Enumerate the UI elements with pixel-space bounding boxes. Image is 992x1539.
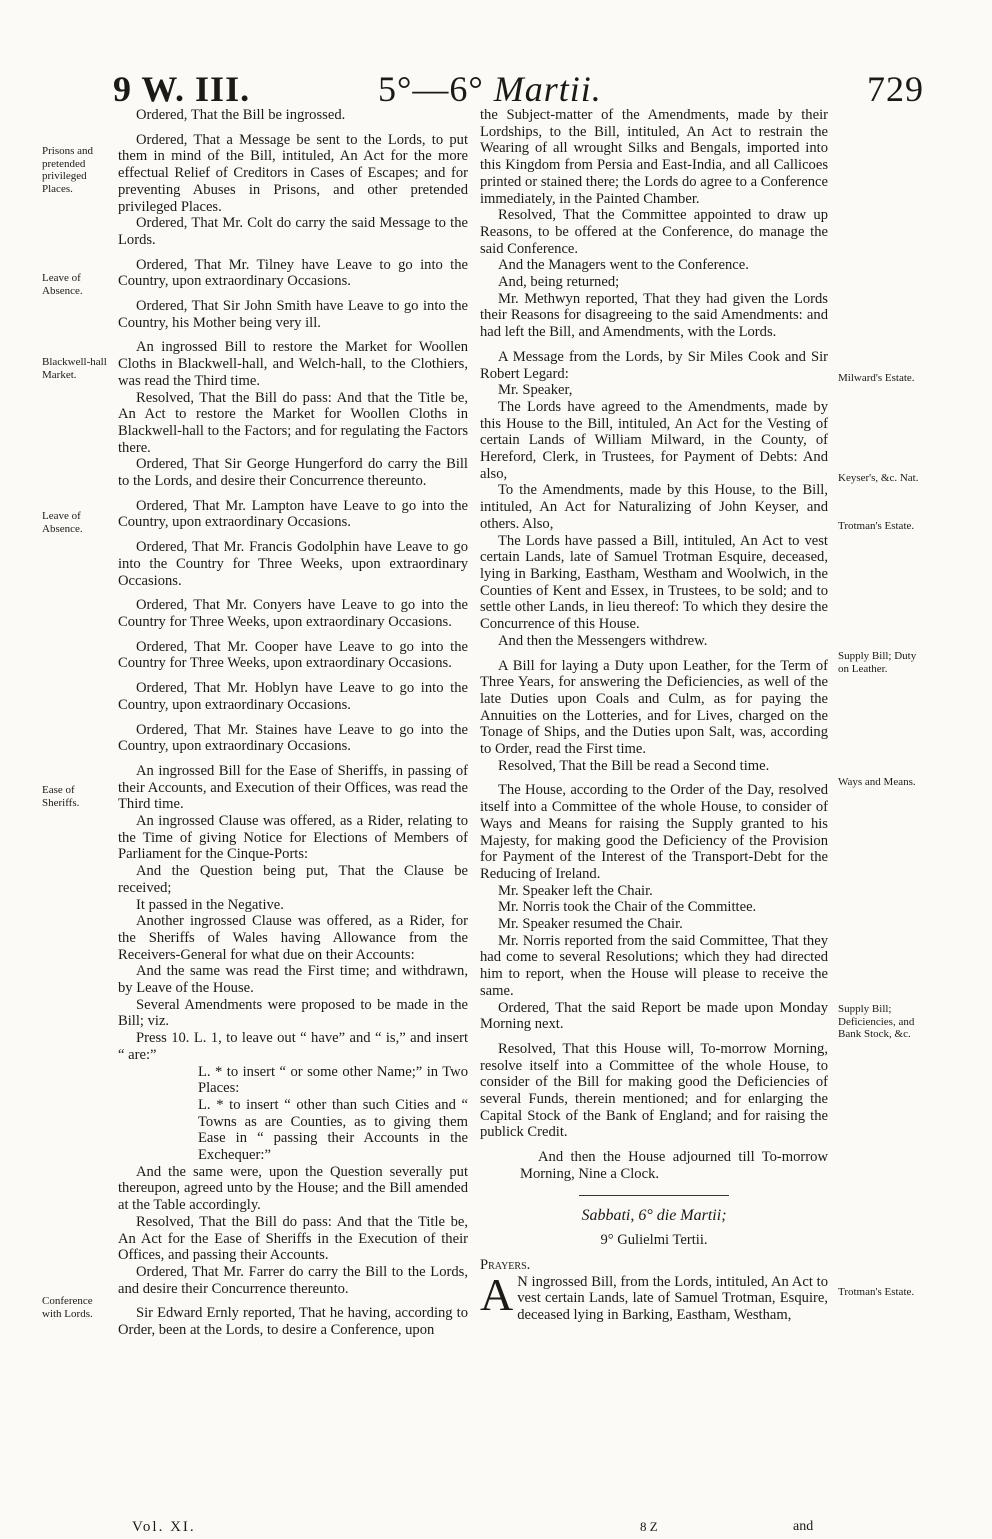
margin-note: Blackwell-hall Market. — [42, 356, 107, 381]
volume-label: Vol. XI. — [132, 1519, 196, 1535]
paragraph: Ordered, That Mr. Conyers have Leave to go into the Country for Three Weeks, upon extraordinary Occasions. — [118, 597, 468, 630]
paragraph: Ordered, That Mr. Lampton have Leave to go into the Country, upon extraordinary Occasions. — [118, 497, 468, 531]
paragraph: And the same were, upon the Question severally put thereupon, agreed unto by the House; and the Bill amended at the Table accordingly. — [118, 1163, 468, 1214]
margin-note: Trotman's Estate. — [838, 520, 915, 532]
paragraph: Ordered, That the said Report be made upon Monday Morning next. — [480, 999, 828, 1033]
paragraph: Resolved, That this House will, To-morrow Morning, resolve itself into a Committee of the whole House, to consider of the Bill for making good the Deficiencies of several Funds, therein mentioned; and for enlarging the Capital Stock of the Bank of England; and for raising the publick Credit. — [480, 1040, 828, 1141]
margin-note: Supply Bill; Deficiencies, and Bank Stock, &c. — [838, 1003, 915, 1040]
paragraph: Mr. Norris reported from the said Committee, That they had come to several Resolutions; which they had directed him to report, when the House will please to receive the same. — [480, 932, 828, 999]
running-date — [378, 68, 602, 110]
running-date-days: 5°—6° — [378, 69, 484, 109]
margin-note: Leave of Absence. — [42, 510, 83, 535]
paragraph: Ordered, That Sir John Smith have Leave to go into the Country, his Mother being very ill. — [118, 298, 468, 331]
paragraph: Mr. Methwyn reported, That they had given the Lords their Reasons for disagreeing to the said Amendments: and had left the Bill, and Amendments, with the Lords. — [480, 290, 828, 341]
paragraph: Ordered, That Mr. Cooper have Leave to go into the Country for Three Weeks, upon extraordinary Occasions. — [118, 638, 468, 672]
paragraph: And then the Messengers withdrew. — [498, 632, 708, 649]
paragraph: Mr. Speaker left the Chair. — [498, 882, 653, 899]
paragraph: L. * to insert “ other than such Cities and “ Towns as are Counties, as to giving them Ease in “ passing their Accounts in the Exchequer:” — [198, 1096, 468, 1164]
paragraph: Ordered, That the Bill be ingrossed. — [136, 107, 346, 123]
column-left — [118, 107, 468, 1339]
paragraph: The Lords have agreed to the Amendments, made by this House to the Bill, intituled, An Act for the Vesting of certain Lands of William Milward, in the County, of Hereford, Clerk, in Trustees, for Payment of Debts: And also, — [480, 398, 828, 482]
prayers-heading: Prayers. — [480, 1257, 531, 1273]
paragraph: Mr. Norris took the Chair of the Committee. — [498, 899, 757, 916]
paragraph: Resolved, That the Bill do pass: And that the Title be, An Act to restore the Market for Woollen Cloths in Blackwell-hall to the Factors; and for regulating the Factors there. — [118, 389, 468, 456]
paragraph: The Lords have passed a Bill, intituled, An Act to vest certain Lands, late of Samuel Trotman Esquire, deceased, lying in Barking, Eastham, Westham and Woolwich, in the Counties of Kent and Essex, in Trustees, to be sold; and to settle other Lands, in lieu thereof: To which they desire the Concurrence of this House. — [480, 532, 828, 633]
paragraph: Ordered, That Sir George Hungerford do carry the Bill to the Lords, and desire their Concurrence thereunto. — [118, 456, 468, 490]
page-number: 729 — [867, 69, 924, 109]
paragraph: A Message from the Lords, by Sir Miles Cook and Sir Robert Legard: — [480, 348, 828, 382]
paragraph: Resolved, That the Bill be read a Second time. — [498, 757, 770, 774]
adjournment: And then the House adjourned till To-morrow Morning, Nine a Clock. — [520, 1149, 828, 1182]
paragraph: Several Amendments were proposed to be made in the Bill; viz. — [118, 996, 468, 1030]
paragraph: An ingrossed Clause was offered, as a Rider, relating to the Time of giving Notice for Elections of Members of Parliament for the Cinque-Ports: — [118, 813, 468, 863]
paragraph: Another ingrossed Clause was offered, as a Rider, for the Sheriffs of Wales having Allowance from the Receivers-General for what due on their Accounts: — [118, 913, 468, 963]
paragraph — [480, 1268, 828, 1324]
paragraph: To the Amendments, made by this House, to the Bill, intituled, An Act for Naturalizing of John Keyser, and others. Also, — [480, 482, 828, 532]
paragraph: And the Question being put, That the Clause be received; — [118, 863, 468, 896]
margin-note: Keyser's, &c. Nat. — [838, 472, 919, 484]
margin-note: Conference with Lords. — [42, 1295, 93, 1320]
paragraph: Resolved, That the Bill do pass: And that the Title be, An Act for the Ease of Sheriffs in the Execution of their Offices, and passing their Accounts. — [118, 1213, 468, 1264]
regnal-year: 9 W. III. — [113, 69, 251, 109]
margin-note: Leave of Absence. — [42, 272, 83, 297]
margin-note: Prisons and pretended privileged Places. — [42, 145, 94, 195]
regnal-subheading: 9° Gulielmi Tertii. — [600, 1232, 708, 1249]
paragraph: Ordered, That Mr. Tilney have Leave to go into the Country, upon extraordinary Occasions. — [118, 256, 468, 290]
paragraph-text: N ingrossed Bill, from the Lords, intituled, An Act to vest certain Lands, late of Samuel Trotman, Esquire, deceased lying in Barking, Eastham, Westham, — [517, 1273, 828, 1324]
paragraph: Ordered, That Mr. Hoblyn have Leave to go into the Country, upon extraordinary Occasions. — [118, 680, 468, 713]
paragraph: And the Managers went to the Conference. — [498, 257, 749, 274]
paragraph: Ordered, That Mr. Farrer do carry the Bill to the Lords, and desire their Concurrence thereunto. — [118, 1264, 468, 1297]
paragraph: the Subject-matter of the Amendments, made by their Lordships, to the Bill, intituled, An Act to restrain the Wearing of all wrought Silks and Bengals, imported into this Kingdom from Persia and East-India, and all Callicoes printed or stained there; the Lords do agree to a Conference immediately, in the Painted Chamber. — [480, 107, 828, 207]
paragraph: Ordered, That Mr. Colt do carry the said Message to the Lords. — [118, 215, 468, 248]
signature-mark: 8 Z — [640, 1519, 658, 1534]
catchword: and — [793, 1519, 814, 1534]
day-heading: Sabbati, 6° die Martii; — [581, 1206, 727, 1224]
paragraph: Press 10. L. 1, to leave out “ have” and “ is,” and insert “ are:” — [118, 1030, 468, 1063]
paragraph: Ordered, That Mr. Francis Godolphin have Leave to go into the Country for Three Weeks, upon extraordinary Occasions. — [118, 539, 468, 589]
margin-note: Ease of Sheriffs. — [42, 784, 80, 809]
drop-cap: A — [480, 1268, 514, 1320]
margin-note: Trotman's Estate. — [838, 1286, 915, 1298]
paragraph: A Bill for laying a Duty upon Leather, for the Term of Three Years, for answering the Deficiencies, as well of the late Duties upon Coals and Culm, as for paying the Annuities on the Lotteries, and for Lives, charged on the Tonage of Ships, and the Duties upon Salt, was, according to Order, read the First time. — [480, 657, 828, 758]
paragraph: An ingrossed Bill for the Ease of Sheriffs, in passing of their Accounts, and Execution of their Offices, was read the Third time. — [118, 762, 468, 813]
paragraph: It passed in the Negative. — [136, 896, 284, 913]
paragraph: And the same was read the First time; and withdrawn, by Leave of the House. — [118, 963, 468, 997]
paragraph: And, being returned; — [498, 274, 620, 291]
margin-note: Milward's Estate. — [838, 372, 915, 384]
margin-note: Supply Bill; Duty on Leather. — [838, 650, 917, 675]
column-right — [480, 107, 828, 1324]
paragraph: Mr. Speaker, — [498, 382, 573, 399]
paragraph: The House, according to the Order of the Day, resolved itself into a Committee of the whole House, to consider of Ways and Means for raising the Supply granted to his Majesty, for making good the Deficiency of the Provision for Payment of the Interest of the Transport-Debt for the Reducing of Ireland. — [480, 782, 828, 882]
paragraph: Ordered, That Mr. Staines have Leave to go into the Country, upon extraordinary Occasions. — [118, 721, 468, 755]
section-rule — [579, 1195, 729, 1196]
paragraph: Mr. Speaker resumed the Chair. — [498, 916, 683, 933]
paragraph: Resolved, That the Committee appointed to draw up Reasons, to be offered at the Conference, do manage the said Conference. — [480, 207, 828, 257]
paragraph: Sir Edward Ernly reported, That he having, according to Order, been at the Lords, to desire a Conference, upon — [118, 1305, 468, 1339]
paragraph: An ingrossed Bill to restore the Market for Woollen Cloths in Blackwell-hall, and Welch-hall, to the Clothiers, was read the Third time. — [118, 339, 468, 389]
paragraph: Ordered, That a Message be sent to the Lords, to put them in mind of the Bill, intituled, An Act for the more effectual Relief of Creditors in Cases of Escapes; and for preventing Abuses in Prisons, and other pretended privileged Places. — [118, 131, 468, 215]
running-date-month: Martii. — [493, 69, 602, 109]
paragraph: L. * to insert “ or some other Name;” in Two Places: — [198, 1063, 468, 1097]
margin-note: Ways and Means. — [838, 776, 916, 788]
